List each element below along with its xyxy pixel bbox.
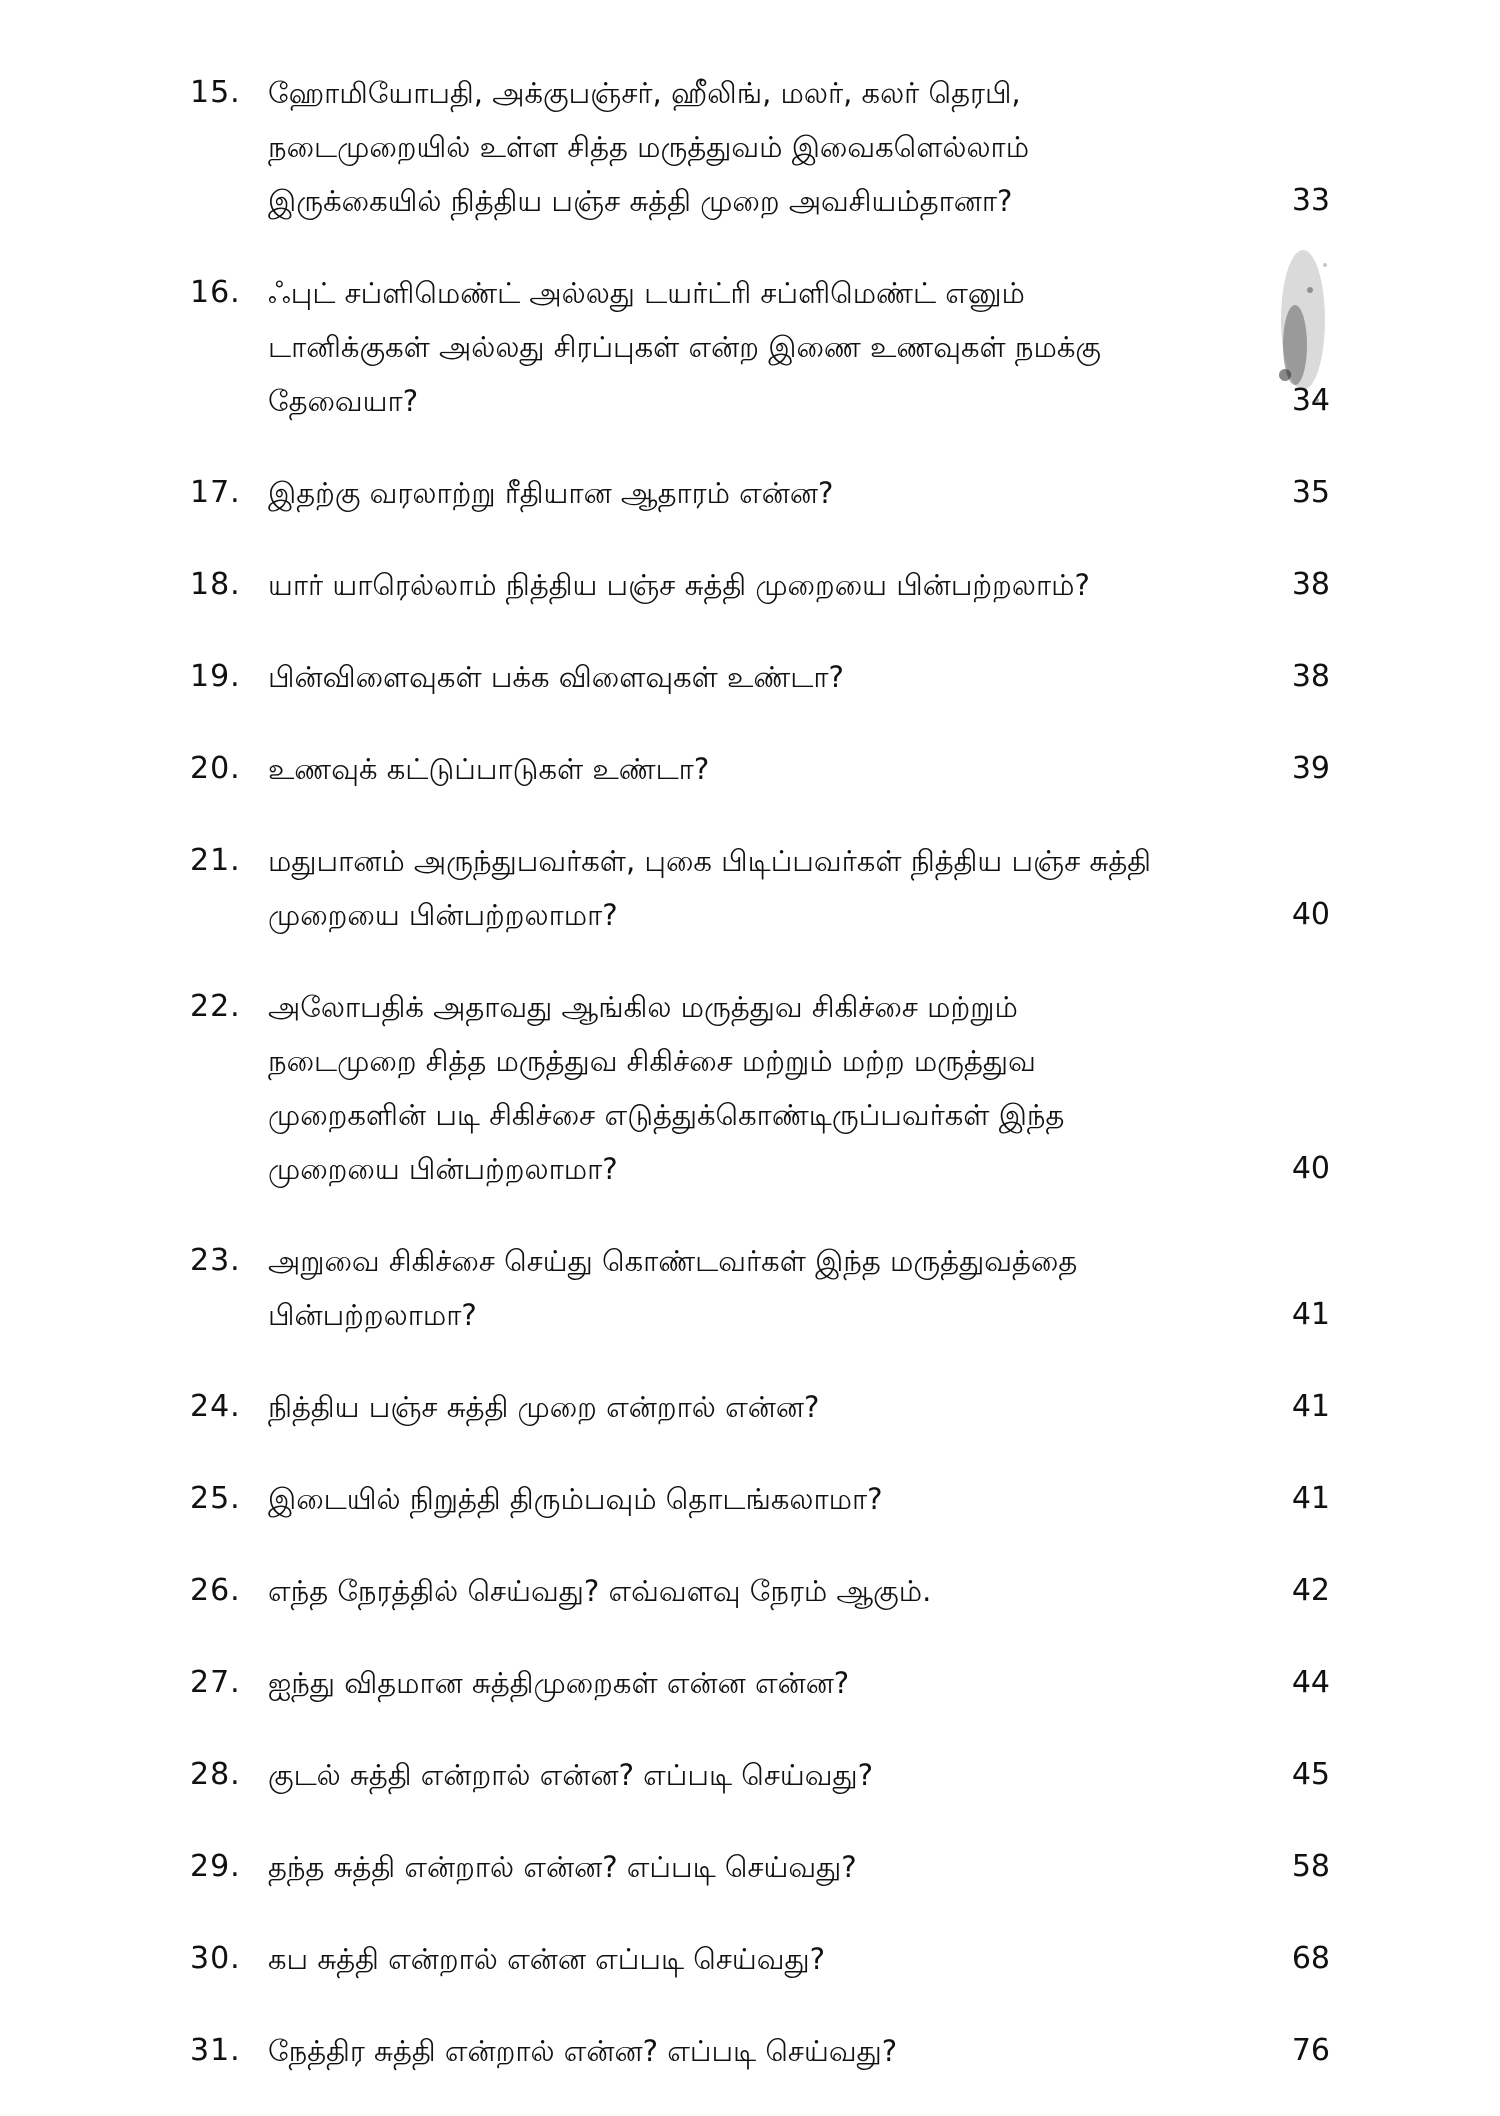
entry-title: ஃபுட் சப்ளிமெண்ட் அல்லது டயர்ட்ரி சப்ளிமெண்ட் எனும் டானிக்குகள் அல்லது சிரப்புகள் என்ற இணை உணவுகள் நமக்கு தேவையா? (268, 276, 1102, 418)
entry-number: 23. (190, 1243, 241, 1278)
entry-page-number: 39 (1291, 751, 1330, 786)
toc-entry (190, 1472, 1330, 1526)
entry-number: 28. (190, 1757, 241, 1792)
toc-entry (190, 1840, 1330, 1894)
entry-page-number: 76 (1291, 2033, 1330, 2068)
table-of-contents (190, 66, 1330, 2116)
entry-number: 27. (190, 1665, 241, 1700)
entry-number: 20. (190, 751, 241, 786)
entry-number: 15. (190, 75, 241, 110)
entry-title: நித்திய பஞ்ச சுத்தி முறை என்றால் என்ன? (268, 1390, 820, 1424)
toc-entry (190, 742, 1330, 796)
entry-number: 25. (190, 1481, 241, 1516)
entry-page-number: 35 (1291, 475, 1330, 510)
entry-page-number: 42 (1291, 1573, 1330, 1608)
entry-title: மதுபானம் அருந்துபவர்கள், புகை பிடிப்பவர்கள் நித்திய பஞ்ச சுத்தி முறையை பின்பற்றலாமா? (268, 844, 1152, 932)
entry-title: இடையில் நிறுத்தி திரும்பவும் தொடங்கலாமா? (268, 1482, 883, 1516)
entry-title: ஹோமியோபதி, அக்குபஞ்சர், ஹீலிங், மலர், கலர் தெரபி, நடைமுறையில் உள்ள சித்த மருத்துவம் இவைகளெல்லாம் இருக்கையில் நித்திய பஞ்ச சுத்தி முறை அவசியம்தானா? (268, 76, 1030, 218)
entry-number: 22. (190, 989, 241, 1024)
entry-number: 29. (190, 1849, 241, 1884)
entry-title: ஐந்து விதமான சுத்திமுறைகள் என்ன என்ன? (268, 1666, 850, 1700)
entry-page-number: 41 (1291, 1389, 1330, 1424)
toc-entry (190, 1564, 1330, 1618)
entry-page-number: 40 (1291, 897, 1330, 932)
entry-page-number: 41 (1291, 1481, 1330, 1516)
entry-page-number: 38 (1291, 659, 1330, 694)
entry-page-number: 44 (1291, 1665, 1330, 1700)
entry-number: 21. (190, 843, 241, 878)
toc-entry (190, 834, 1330, 942)
entry-title: உணவுக் கட்டுப்பாடுகள் உண்டா? (268, 752, 710, 786)
entry-title: தந்த சுத்தி என்றால் என்ன? எப்படி செய்வது? (268, 1850, 857, 1884)
toc-entry (190, 1380, 1330, 1434)
entry-number: 24. (190, 1389, 241, 1424)
entry-title: அறுவை சிகிச்சை செய்து கொண்டவர்கள் இந்த மருத்துவத்தை பின்பற்றலாமா? (268, 1244, 1078, 1332)
entry-title: நேத்திர சுத்தி என்றால் என்ன? எப்படி செய்வது? (268, 2034, 898, 2068)
toc-entry (190, 1748, 1330, 1802)
toc-entry (190, 1234, 1330, 1342)
entry-page-number: 68 (1291, 1941, 1330, 1976)
entry-number: 19. (190, 659, 241, 694)
entry-title: அலோபதிக் அதாவது ஆங்கில மருத்துவ சிகிச்சை மற்றும் நடைமுறை சித்த மருத்துவ சிகிச்சை மற்றும் மற்ற மருத்துவ முறைகளின் படி சிகிச்சை எடுத்துக்கொண்டிருப்பவர்கள் இந்த முறையை பின்பற்றலாமா? (268, 990, 1065, 1186)
toc-entry (190, 1656, 1330, 1710)
toc-entry (190, 980, 1330, 1196)
toc-entry (190, 66, 1330, 228)
entry-title: இதற்கு வரலாற்று ரீதியான ஆதாரம் என்ன? (268, 476, 834, 510)
entry-page-number: 41 (1291, 1297, 1330, 1332)
entry-page-number: 33 (1291, 183, 1330, 218)
entry-page-number: 58 (1291, 1849, 1330, 1884)
entry-title: யார் யாரெல்லாம் நித்திய பஞ்ச சுத்தி முறையை பின்பற்றலாம்? (268, 568, 1090, 602)
toc-entry (190, 650, 1330, 704)
toc-entry (190, 266, 1330, 428)
entry-number: 16. (190, 275, 241, 310)
toc-entry (190, 558, 1330, 612)
entry-page-number: 40 (1291, 1151, 1330, 1186)
entry-number: 30. (190, 1941, 241, 1976)
entry-title: எந்த நேரத்தில் செய்வது? எவ்வளவு நேரம் ஆகும். (268, 1574, 932, 1608)
toc-entry (190, 466, 1330, 520)
entry-title: குடல் சுத்தி என்றால் என்ன? எப்படி செய்வது? (268, 1758, 874, 1792)
entry-number: 17. (190, 475, 241, 510)
entry-number: 26. (190, 1573, 241, 1608)
toc-entry (190, 1932, 1330, 1986)
entry-page-number: 34 (1291, 383, 1330, 418)
entry-number: 18. (190, 567, 241, 602)
entry-title: கப சுத்தி என்றால் என்ன எப்படி செய்வது? (268, 1942, 826, 1976)
entry-number: 31. (190, 2033, 241, 2068)
entry-page-number: 38 (1291, 567, 1330, 602)
entry-page-number: 45 (1291, 1757, 1330, 1792)
toc-entry (190, 2024, 1330, 2078)
entry-title: பின்விளைவுகள் பக்க விளைவுகள் உண்டா? (268, 660, 844, 694)
